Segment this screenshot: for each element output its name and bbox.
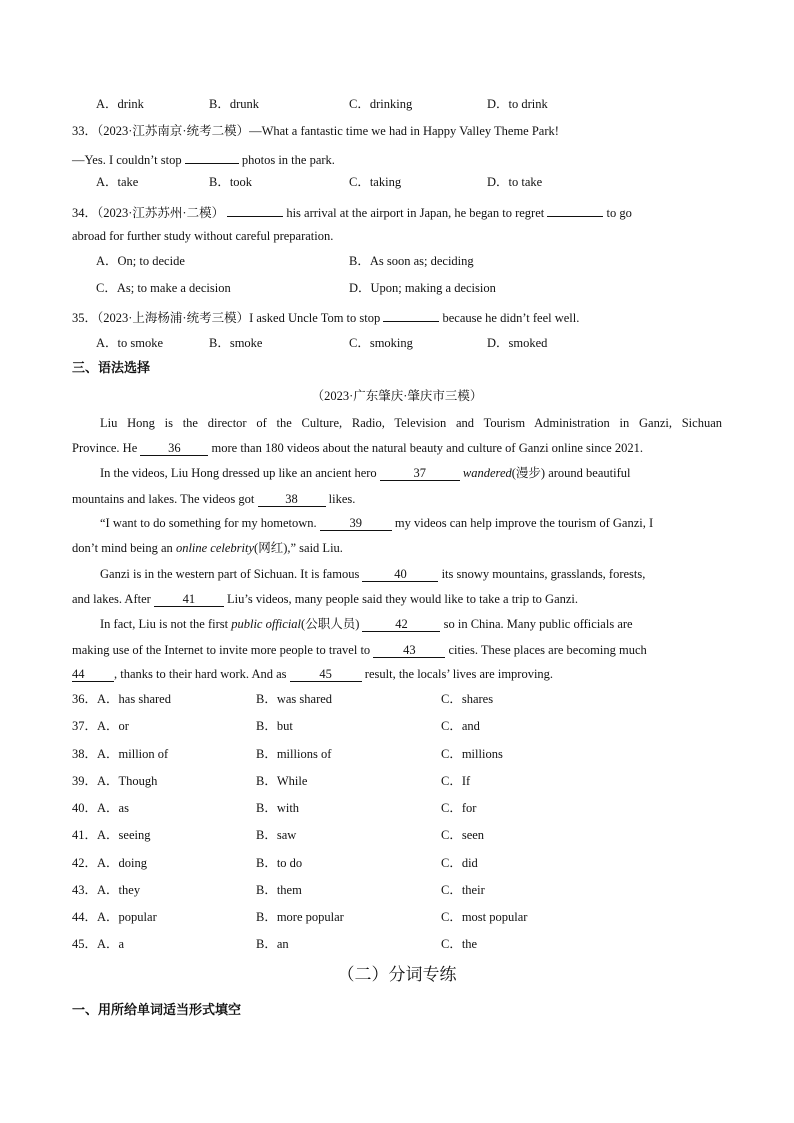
q35-option-c: C．smoking xyxy=(349,336,413,350)
choice-c: C．most popular xyxy=(441,910,528,924)
choice-b: B．them xyxy=(256,883,302,897)
passage-text: cities. These places are becoming much xyxy=(448,643,647,657)
choice-row: 45．A．a xyxy=(72,937,125,951)
q32-option-c: C．drinking xyxy=(349,97,413,111)
choice-b: B．was shared xyxy=(256,692,333,706)
q33-stem-line2 xyxy=(72,149,335,168)
choice-row: 44．A．popular xyxy=(72,910,157,924)
passage-text: (网红),” said Liu. xyxy=(254,541,343,555)
passage-text: (漫步) around beautiful xyxy=(511,466,631,480)
passage-p5-line1 xyxy=(100,616,633,632)
passage-text: Province. He xyxy=(72,441,138,455)
choice-row: 37．A．or xyxy=(72,719,129,733)
q34-blank-2 xyxy=(547,202,603,217)
choice-c: C．millions xyxy=(441,747,503,761)
passage-text: Liu’s videos, many people said they would like to take a trip to Ganzi. xyxy=(227,592,579,606)
choice-row: 43．A．they xyxy=(72,883,141,897)
q34-option-d: D．Upon; making a decision xyxy=(349,281,496,295)
q32-option-d: D．to drink xyxy=(487,97,548,111)
passage-italic: online celebrity xyxy=(175,541,255,555)
q34-option-b: B．As soon as; deciding xyxy=(349,254,474,268)
blank-43: 43 xyxy=(373,643,445,658)
passage-p1-line2 xyxy=(72,440,643,456)
q33-text-before: —Yes. I couldn’t stop xyxy=(72,153,182,167)
q34-stem-line1 xyxy=(72,202,632,221)
q34-text-before: 34．（2023·江苏苏州·二模） xyxy=(72,206,225,220)
choice-row: 36．A．has shared xyxy=(72,692,171,706)
passage-text: and lakes. After xyxy=(72,592,151,606)
choice-row: 38．A．million of xyxy=(72,747,169,761)
q32-option-a: A．drink xyxy=(96,97,144,111)
passage-text: result, the locals’ lives are improving. xyxy=(364,667,554,681)
q35-text-after: because he didn’t feel well. xyxy=(442,311,580,325)
choice-b: B．more popular xyxy=(256,910,344,924)
passage-text: likes. xyxy=(328,492,356,506)
passage-italic: public official xyxy=(231,617,302,631)
q34-text-after: to go xyxy=(606,206,632,220)
choice-c: C．seen xyxy=(441,828,485,842)
blank-40: 40 xyxy=(362,567,438,582)
passage-text: In fact, Liu is not the first xyxy=(100,617,229,631)
part2-heading: 一、用所给单词适当形式填空 xyxy=(72,1003,242,1018)
choice-c: C．did xyxy=(441,856,478,870)
blank-45: 45 xyxy=(290,667,362,682)
passage-text: (公职人员) xyxy=(301,617,360,631)
choice-c: C．for xyxy=(441,801,477,815)
choice-b: B．millions of xyxy=(256,747,332,761)
passage-text: my videos can help improve the tourism of Ganzi, I xyxy=(394,516,654,530)
q35-blank xyxy=(383,307,439,322)
q35-option-d: D．smoked xyxy=(487,336,548,350)
q34-option-c: C．As; to make a decision xyxy=(96,281,231,295)
choice-b: B．saw xyxy=(256,828,297,842)
passage-p4-line2 xyxy=(72,591,578,607)
passage-text: its snowy mountains, grasslands, forests, xyxy=(441,567,646,581)
passage-text: so in China. Many public officials are xyxy=(443,617,633,631)
passage-p4-line1 xyxy=(100,566,645,582)
q32-option-b: B．drunk xyxy=(209,97,260,111)
choice-b: B．with xyxy=(256,801,300,815)
blank-39: 39 xyxy=(320,516,392,531)
q34-stem-line2: abroad for further study without careful preparation. xyxy=(72,229,334,243)
q34-option-a: A．On; to decide xyxy=(96,254,185,268)
passage-p1-line1: Liu Hong is the director of the Culture, Radio, Television and Tourism Administration in Ganzi, Sichuan xyxy=(100,416,722,430)
passage-text: making use of the Internet to invite more people to travel to xyxy=(72,643,371,657)
choice-row: 41．A．seeing xyxy=(72,828,151,842)
q35-stem xyxy=(72,307,579,326)
q33-stem-line1: 33．（2023·江苏南京·统考二模）—What a fantastic time we had in Happy Valley Theme Park! xyxy=(72,124,559,138)
passage-text: don’t mind being an xyxy=(72,541,173,555)
passage-text: “I want to do something for my hometown. xyxy=(100,516,317,530)
choice-row: 42．A．doing xyxy=(72,856,148,870)
passage-p2-line1 xyxy=(100,465,630,481)
passage-source: （2023·广东肇庆·肇庆市三模） xyxy=(311,389,483,403)
blank-41: 41 xyxy=(154,592,224,607)
choice-c: C．their xyxy=(441,883,485,897)
passage-text: Ganzi is in the western part of Sichuan. It is famous xyxy=(100,567,360,581)
q33-option-c: C．taking xyxy=(349,175,402,189)
blank-44: 44 xyxy=(72,667,114,682)
q34-blank-1 xyxy=(227,202,283,217)
passage-text: In the videos, Liu Hong dressed up like an ancient hero xyxy=(100,466,377,480)
passage-p5-line2 xyxy=(72,642,647,658)
section3-heading: 三、语法选择 xyxy=(72,361,151,376)
part2-title: （二）分词专练 xyxy=(337,965,457,985)
q35-option-a: A．to smoke xyxy=(96,336,164,350)
choice-row: 40．A．as xyxy=(72,801,129,815)
passage-p5-line3 xyxy=(72,666,553,682)
blank-42: 42 xyxy=(362,617,440,632)
choice-c: C．If xyxy=(441,774,471,788)
choice-row: 39．A．Though xyxy=(72,774,158,788)
blank-38: 38 xyxy=(258,492,326,507)
choice-b: B．While xyxy=(256,774,308,788)
choice-b: B．an xyxy=(256,937,289,951)
choice-c: C．shares xyxy=(441,692,494,706)
blank-37: 37 xyxy=(380,466,460,481)
passage-p3-line1 xyxy=(100,515,653,531)
q35-option-b: B．smoke xyxy=(209,336,263,350)
q35-text-before: 35．（2023·上海杨浦·统考三模）I asked Uncle Tom to stop xyxy=(72,311,381,325)
passage-text: mountains and lakes. The videos got xyxy=(72,492,255,506)
q33-option-a: A．take xyxy=(96,175,139,189)
passage-text: , thanks to their hard work. And as xyxy=(114,667,287,681)
q34-text-mid: his arrival at the airport in Japan, he began to regret xyxy=(286,206,545,220)
q33-option-b: B．took xyxy=(209,175,253,189)
q33-option-d: D．to take xyxy=(487,175,543,189)
q33-blank xyxy=(185,149,239,164)
choice-c: C．and xyxy=(441,719,480,733)
q33-text-after: photos in the park. xyxy=(241,153,335,167)
passage-p3-line2 xyxy=(72,540,343,556)
passage-italic: wandered xyxy=(462,466,512,480)
passage-text: more than 180 videos about the natural beauty and culture of Ganzi online since 2021. xyxy=(211,441,643,455)
choice-b: B．to do xyxy=(256,856,303,870)
blank-36: 36 xyxy=(140,441,208,456)
passage-p2-line2 xyxy=(72,491,355,507)
choice-c: C．the xyxy=(441,937,478,951)
choice-b: B．but xyxy=(256,719,293,733)
